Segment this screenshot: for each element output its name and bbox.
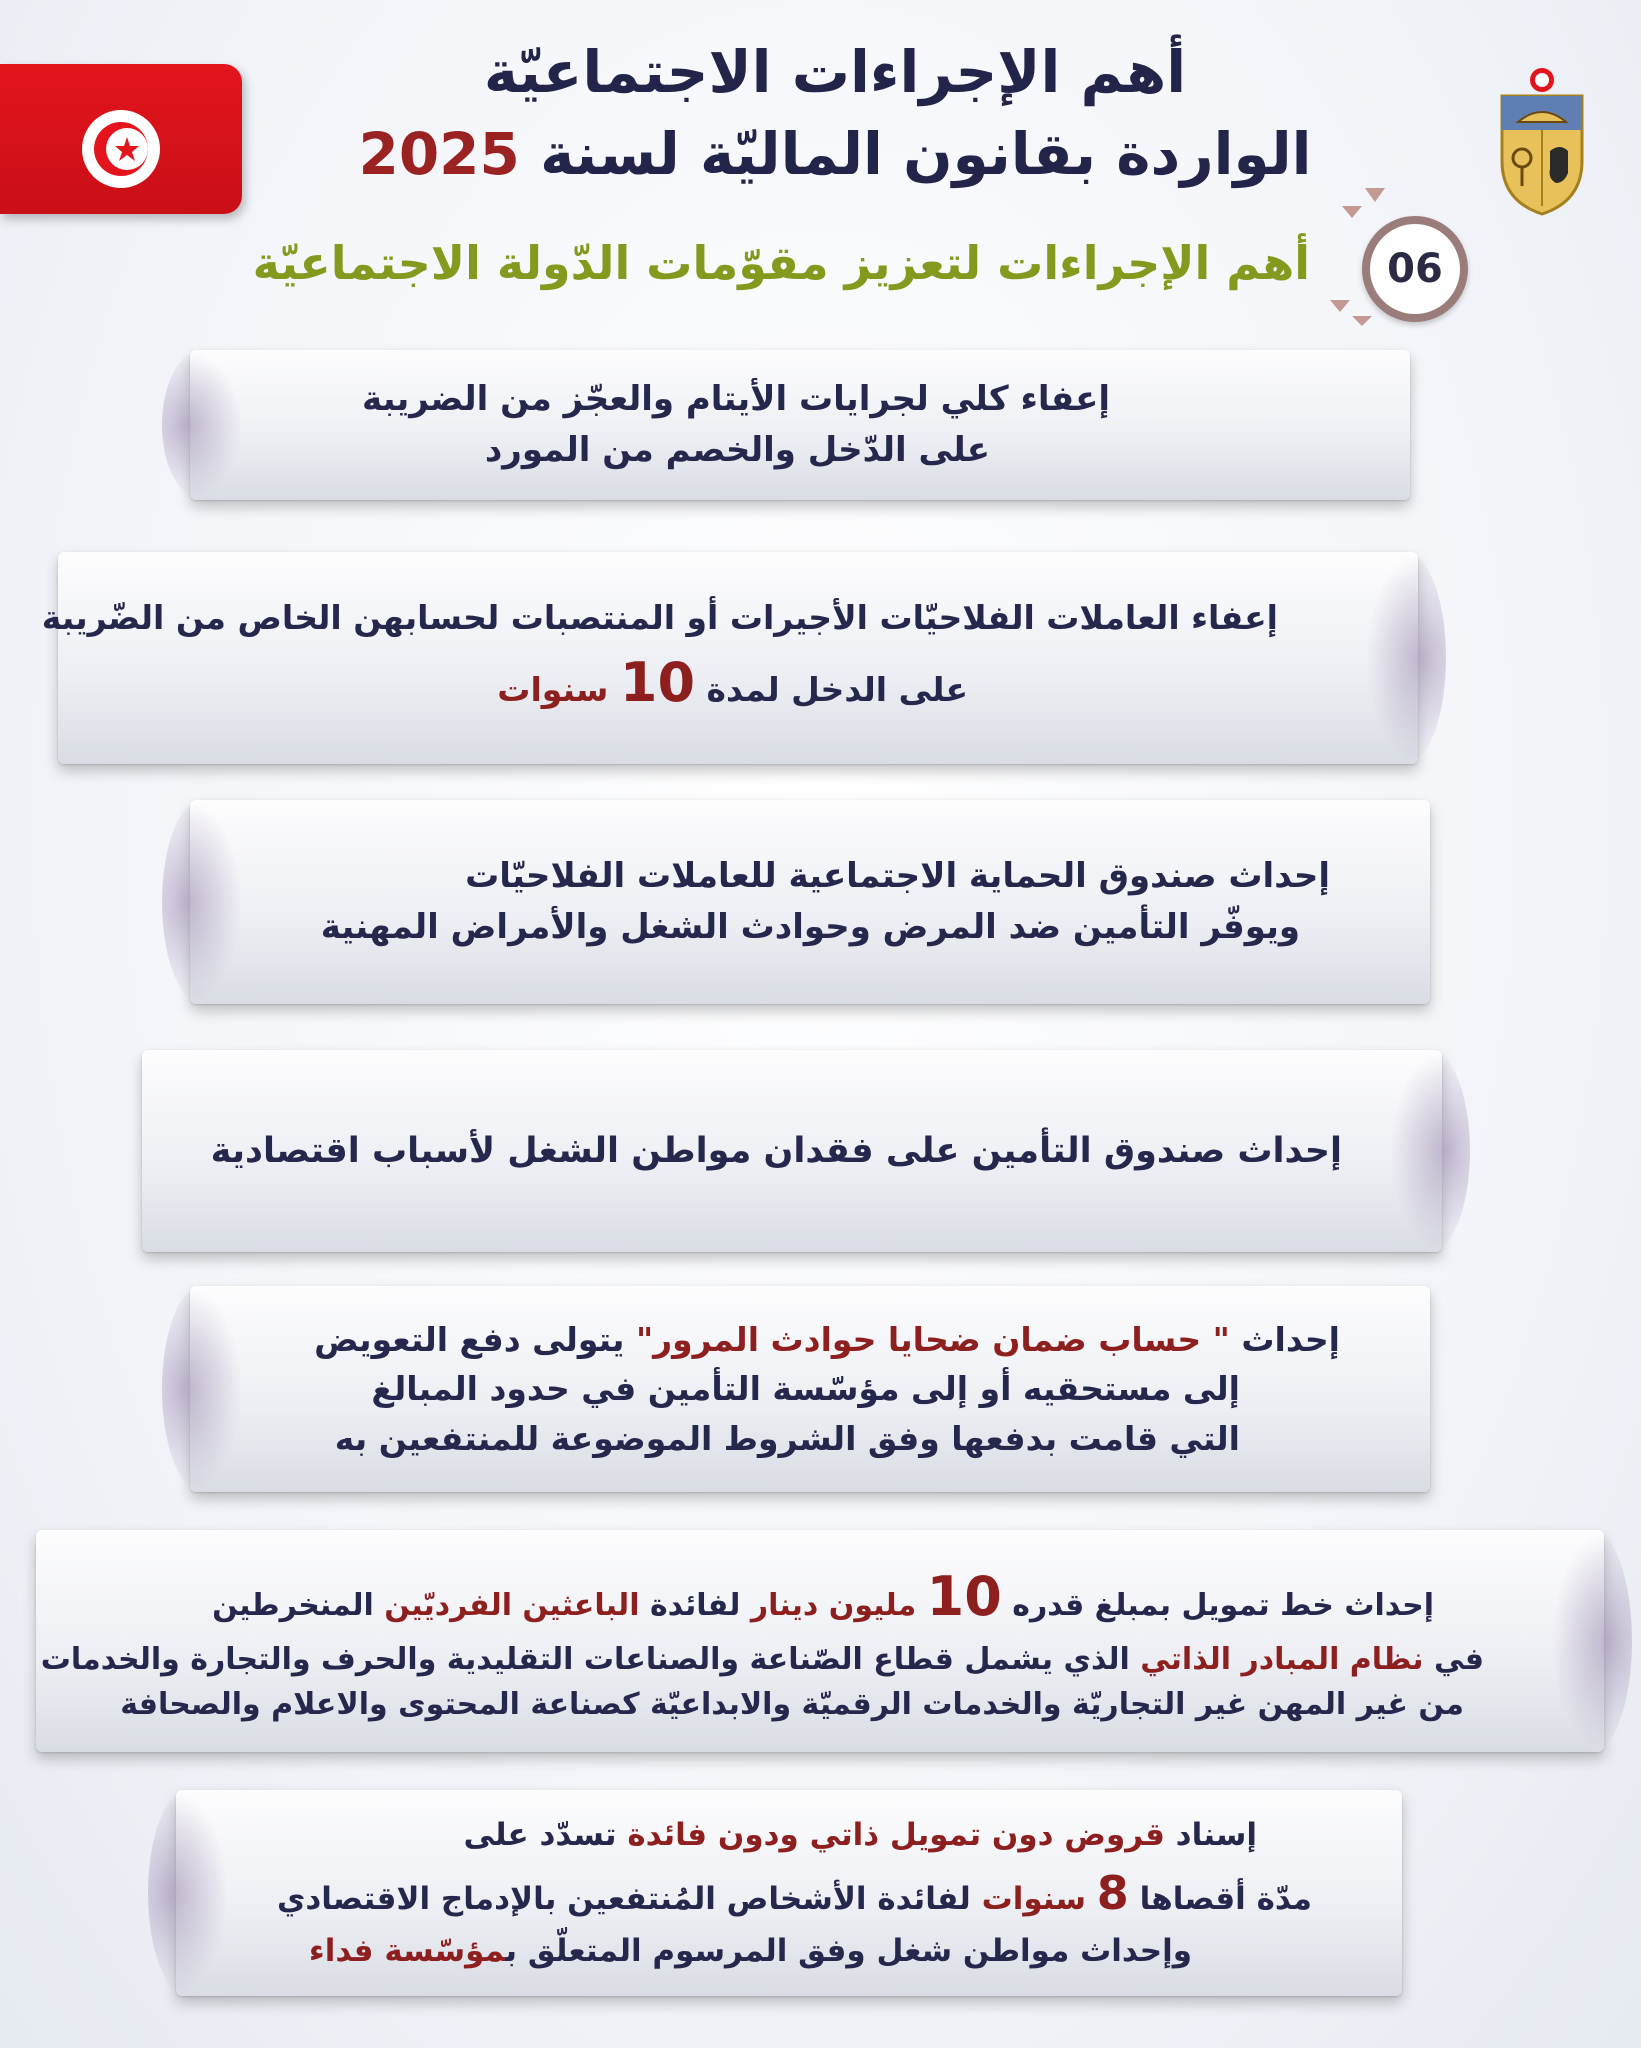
card-6-number: 10 [926,1564,1002,1628]
card-7-text-d: لفائدة الأشخاص المُنتفعين بالإدماج الاقتصادي [276,1880,971,1917]
card-3-line-1: إحداث صندوق الحماية الاجتماعية للعاملات الفلاحيّات [465,856,1330,896]
title-text: الواردة بقانون الماليّة لسنة [540,120,1312,188]
measure-card-3 [190,800,1430,1004]
card-2-number: 10 [619,651,696,715]
card-6-amount: مليون دينار [750,1587,917,1623]
section-number-badge: 06 [1362,216,1468,322]
measure-card-2 [41,552,1418,764]
card-5-line-3: التي قامت بدفعها وفق الشروط الموضوعة للمنتفعين به [334,1418,1240,1458]
card-6-line-1 [76,1556,1484,1637]
page-title-line2 [330,120,1340,188]
card-2-line-1: إعفاء العاملات الفلاحيّات الأجيرات أو المنتصبات لحسابهن الخاص من الضّريبة [41,597,1278,637]
card-6-text-c: المنخرطين [212,1587,374,1623]
card-7-text-e: وإحداث مواطن شغل وفق المرسوم المتعلّق ب [505,1932,1192,1969]
deco-triangle-icon [1365,188,1385,202]
card-7-line-1 [266,1812,1312,1859]
measure-card-4 [142,1050,1442,1252]
deco-triangle-icon [1330,300,1350,312]
card-1-line-1: إعفاء كلي لجرايات الأيتام والعجّز من الضريبة [361,379,1110,419]
card-6-line-2 [40,1637,1484,1682]
coat-of-arms-icon [1488,66,1596,216]
measure-card-1 [190,350,1410,500]
card-2-unit: سنوات [497,670,609,710]
card-7-years: سنوات [981,1880,1086,1917]
card-7-number: 8 [1096,1865,1129,1920]
card-7-line-2 [266,1859,1312,1928]
card-3-line-2: ويوفّر التأمين ضد المرض وحوادث الشغل والأمراض المهنية [320,907,1300,947]
card-5-text-a: إحداث [1241,1319,1340,1359]
card-7-fidaa: مؤسّسة فداء [308,1932,506,1969]
card-7-text-a: إسناد [1175,1817,1257,1853]
card-7-text-b: تسدّد على [463,1817,617,1853]
card-6-beneficiaries: الباعثين الفرديّين [384,1587,640,1623]
deco-triangle-icon [1342,206,1362,218]
page-title-line1: أهم الإجراءات الاجتماعيّة [483,38,1187,106]
card-7-text-c: مدّة أقصاها [1139,1880,1312,1917]
card-5-text-b: يتولى دفع التعويض [314,1319,625,1359]
card-5-highlight: " حساب ضمان ضحايا حوادث المرور" [635,1319,1230,1359]
section-subtitle: أهم الإجراءات لتعزيز مقوّمات الدّولة الاجتماعيّة [252,236,1310,290]
measure-card-7 [176,1790,1402,1996]
card-6-text-a: إحداث خط تمويل بمبلغ قدره [1012,1587,1434,1623]
measure-card-6 [36,1530,1604,1752]
card-6-text-e: الذي يشمل قطاع الصّناعة والصناعات التقليدية والحرف والتجارة والخدمات [40,1641,1130,1677]
card-4-line-1: إحداث صندوق التأمين على فقدان مواطن الشغل لأسباب اقتصادية [210,1130,1342,1171]
flag-crescent-star-icon [82,110,160,188]
card-6-text-d: في [1434,1641,1484,1677]
card-7-line-3 [266,1928,1312,1975]
card-6-text-b: لفائدة [649,1587,741,1623]
card-7-loans: قروض دون تمويل ذاتي ودون فائدة [627,1817,1165,1853]
card-5-line-2: إلى مستحقيه أو إلى مؤسّسة التأمين في حدود المبالغ [371,1369,1240,1409]
card-2-text: على الدخل لمدة [706,670,968,710]
card-6-regime: نظام المبادر الذاتي [1140,1641,1424,1677]
measure-card-5 [190,1286,1430,1492]
card-2-line-2 [148,642,1278,723]
card-1-line-2: على الدّخل والخصم من المورد [484,430,990,470]
deco-triangle-icon [1352,316,1372,326]
title-year: 2025 [358,120,520,188]
card-5-line-1 [280,1315,1340,1365]
card-6-line-3: من غير المهن غير التجاريّة والخدمات الرقميّة والابداعيّة كصناعة المحتوى والاعلام والصحافة [120,1686,1464,1722]
